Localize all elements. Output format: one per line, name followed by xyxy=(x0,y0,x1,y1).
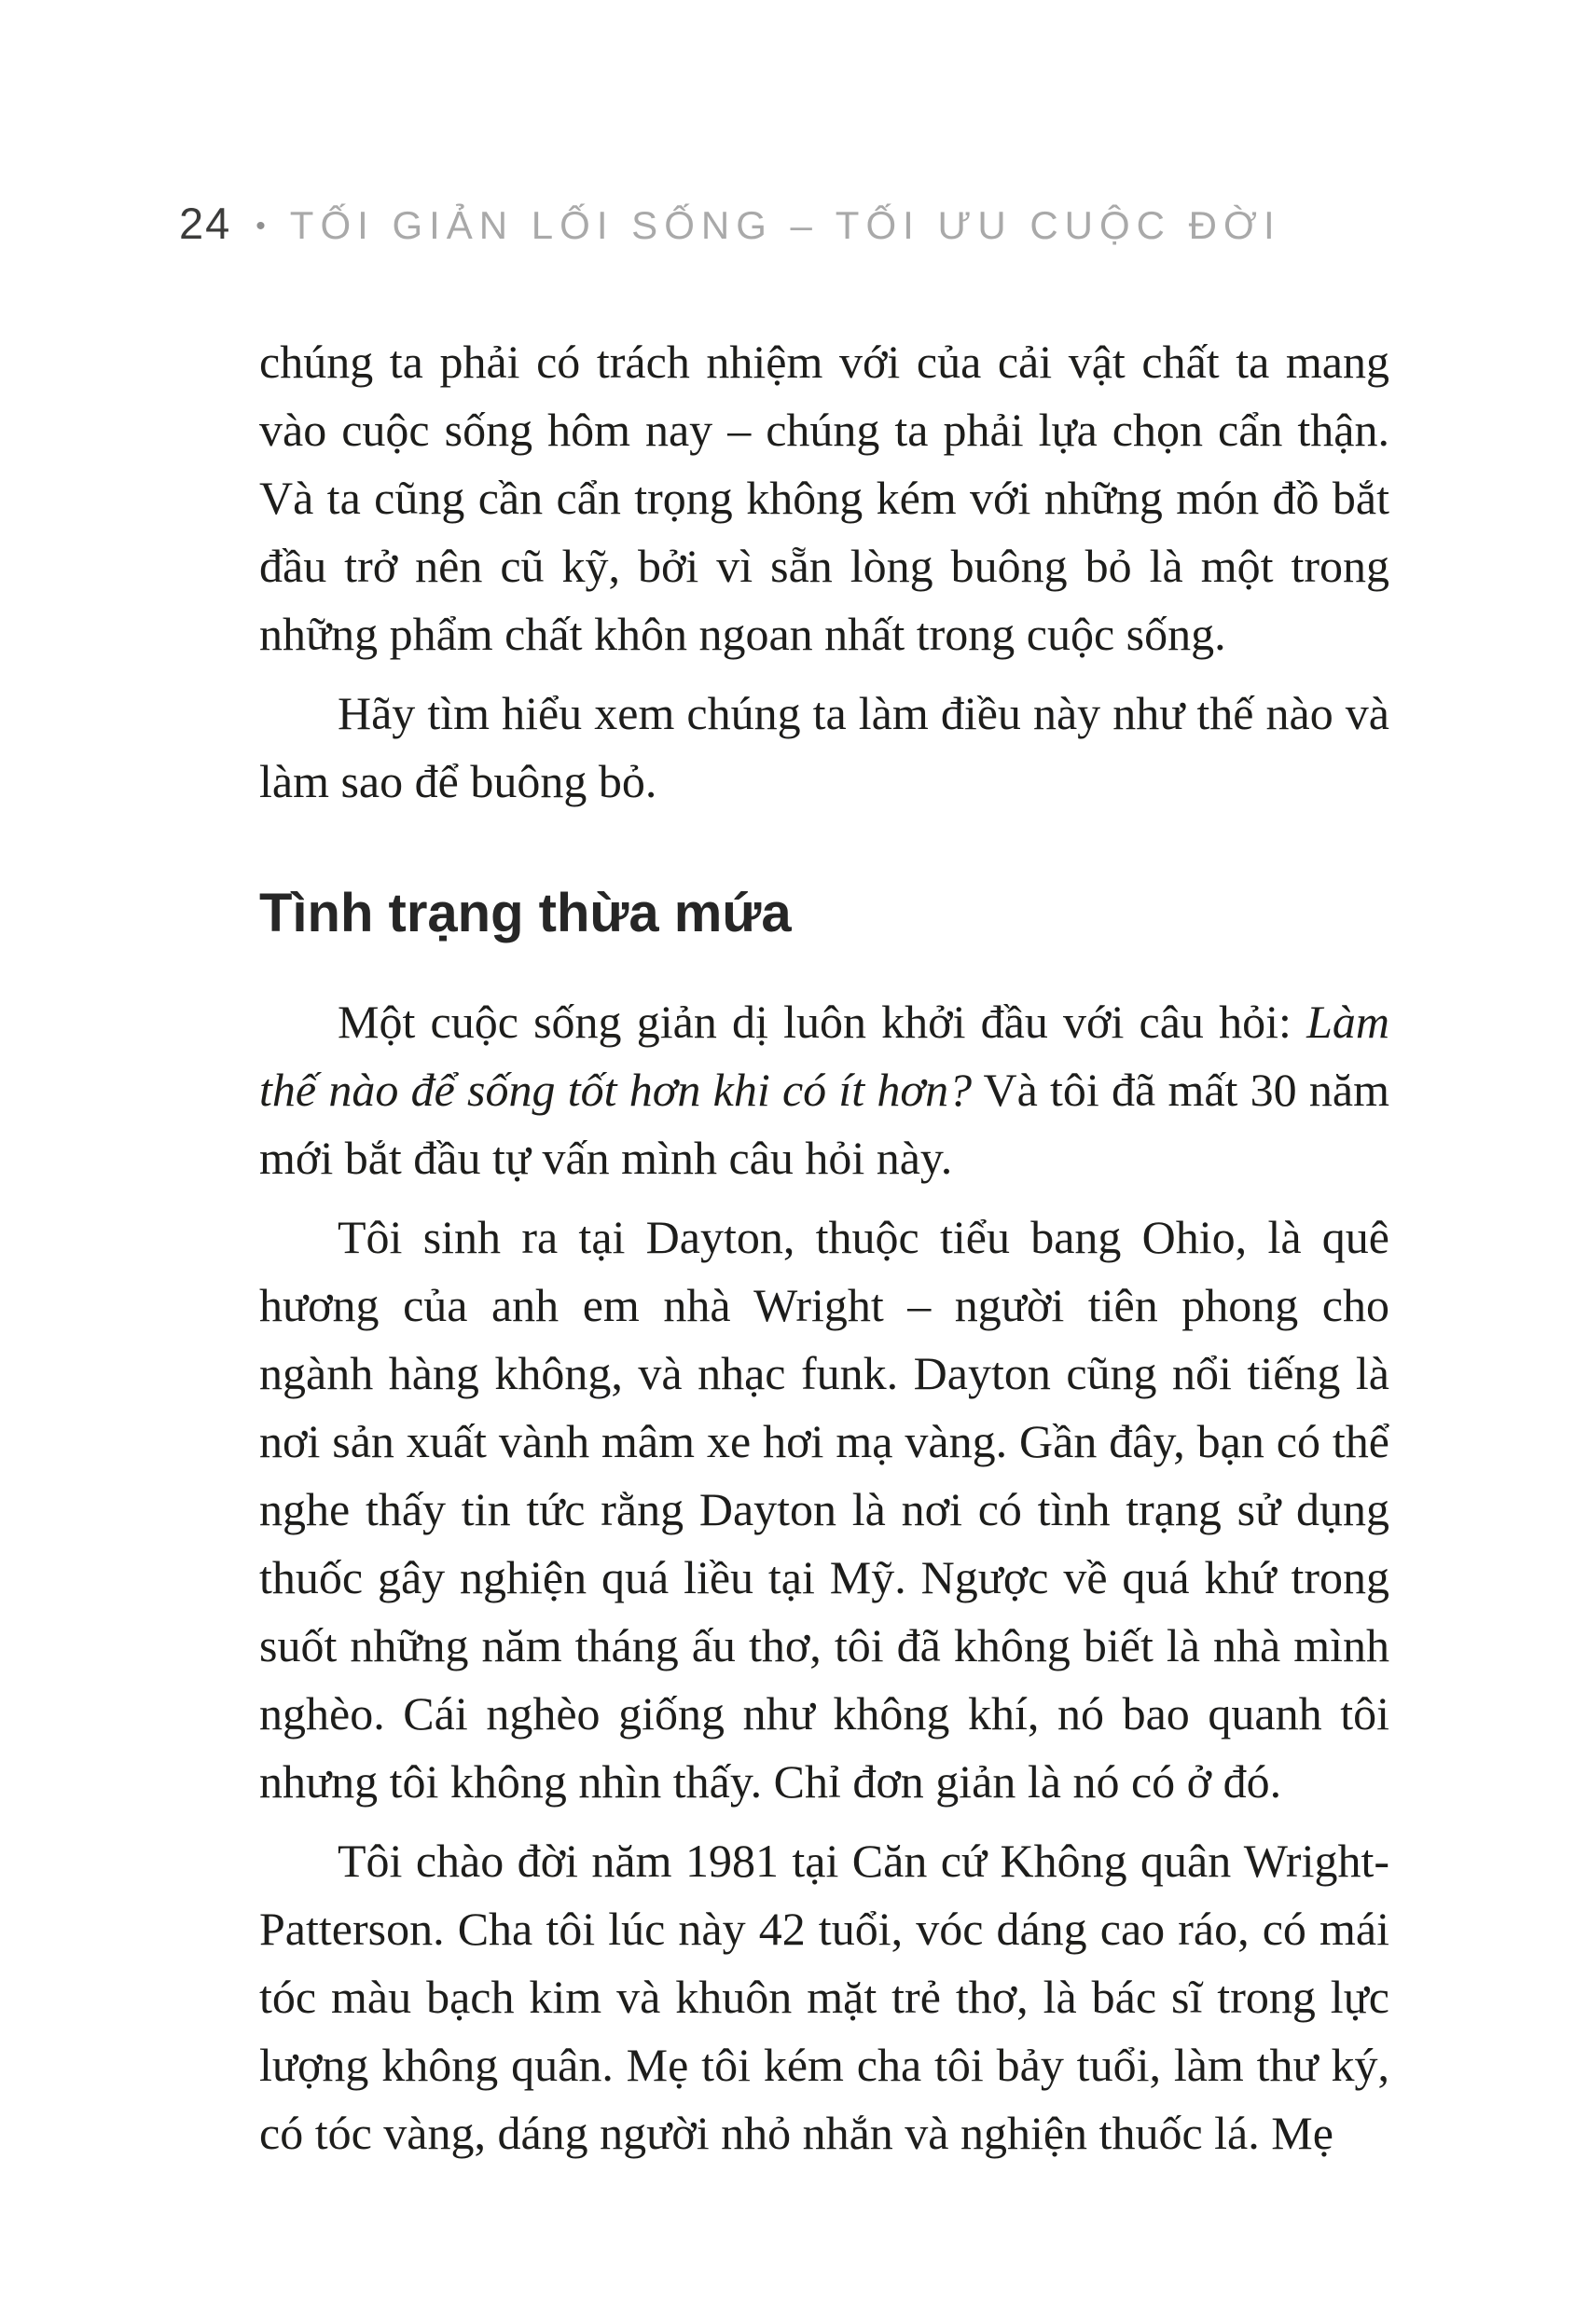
paragraph-dayton: Tôi sinh ra tại Dayton, thuộc tiểu bang Ohio, là quê hương của anh em nhà Wright – người tiên phong cho ngành hàng không, và nhạc funk. Dayton cũng nổi tiếng là nơi sản xuất vành mâm xe hơi mạ vàng. Gần đây, bạn có thể nghe thấy tin tức rằng Dayton là nơi có tình trạng sử dụng thuốc gây nghiện quá liều tại Mỹ. Ngược về quá khứ trong suốt những năm tháng ấu thơ, tôi đã không biết là nhà mình nghèo. Cái nghèo giống như không khí, nó bao quanh tôi nhưng tôi không nhìn thấy. Chỉ đơn giản là nó có ở đó. xyxy=(259,1210,1389,1808)
paragraph-question-tail: Và tôi đã mất 30 năm mới bắt đầu tự vấn mình câu hỏi này. xyxy=(259,1063,1390,1184)
paragraph-question-italic: Làm thế nào để sống tốt hơn khi có ít hơn? xyxy=(259,995,1389,1116)
paragraph-transition: Hãy tìm hiểu xem chúng ta làm điều này như thế nào và làm sao để buông bỏ. xyxy=(259,687,1389,807)
page-number: 24 xyxy=(179,199,232,248)
page-body xyxy=(259,328,1389,2179)
page-header xyxy=(179,198,1398,249)
paragraph-question-lead: Một cuộc sống giản dị luôn khởi đầu với câu hỏi: xyxy=(338,995,1307,1048)
section-heading: Tình trạng thừa mứa xyxy=(259,883,792,943)
paragraph-continuation: chúng ta phải có trách nhiệm với của cải vật chất ta mang vào cuộc sống hôm nay – chúng ta phải lựa chọn cẩn thận. Và ta cũng cần cẩn trọng không kém với những món đồ bắt đầu trở nên cũ kỹ, bởi vì sẵn lòng buông bỏ là một trong những phẩm chất khôn ngoan nhất trong cuộc sống. xyxy=(259,336,1389,660)
header-separator-bullet: • xyxy=(256,211,266,241)
paragraph-question xyxy=(259,988,1389,1192)
paragraph-birth: Tôi chào đời năm 1981 tại Căn cứ Không quân Wright-Patterson. Cha tôi lúc này 42 tuổi, vóc dáng cao ráo, có mái tóc màu bạch kim và khuôn mặt trẻ thơ, là bác sĩ trong lực lượng không quân. Mẹ tôi kém cha tôi bảy tuổi, làm thư ký, có tóc vàng, dáng người nhỏ nhắn và nghiện thuốc lá. Mẹ xyxy=(259,1834,1389,2159)
running-title: TỐI GIẢN LỐI SỐNG – TỐI ƯU CUỘC ĐỜI xyxy=(289,203,1281,247)
